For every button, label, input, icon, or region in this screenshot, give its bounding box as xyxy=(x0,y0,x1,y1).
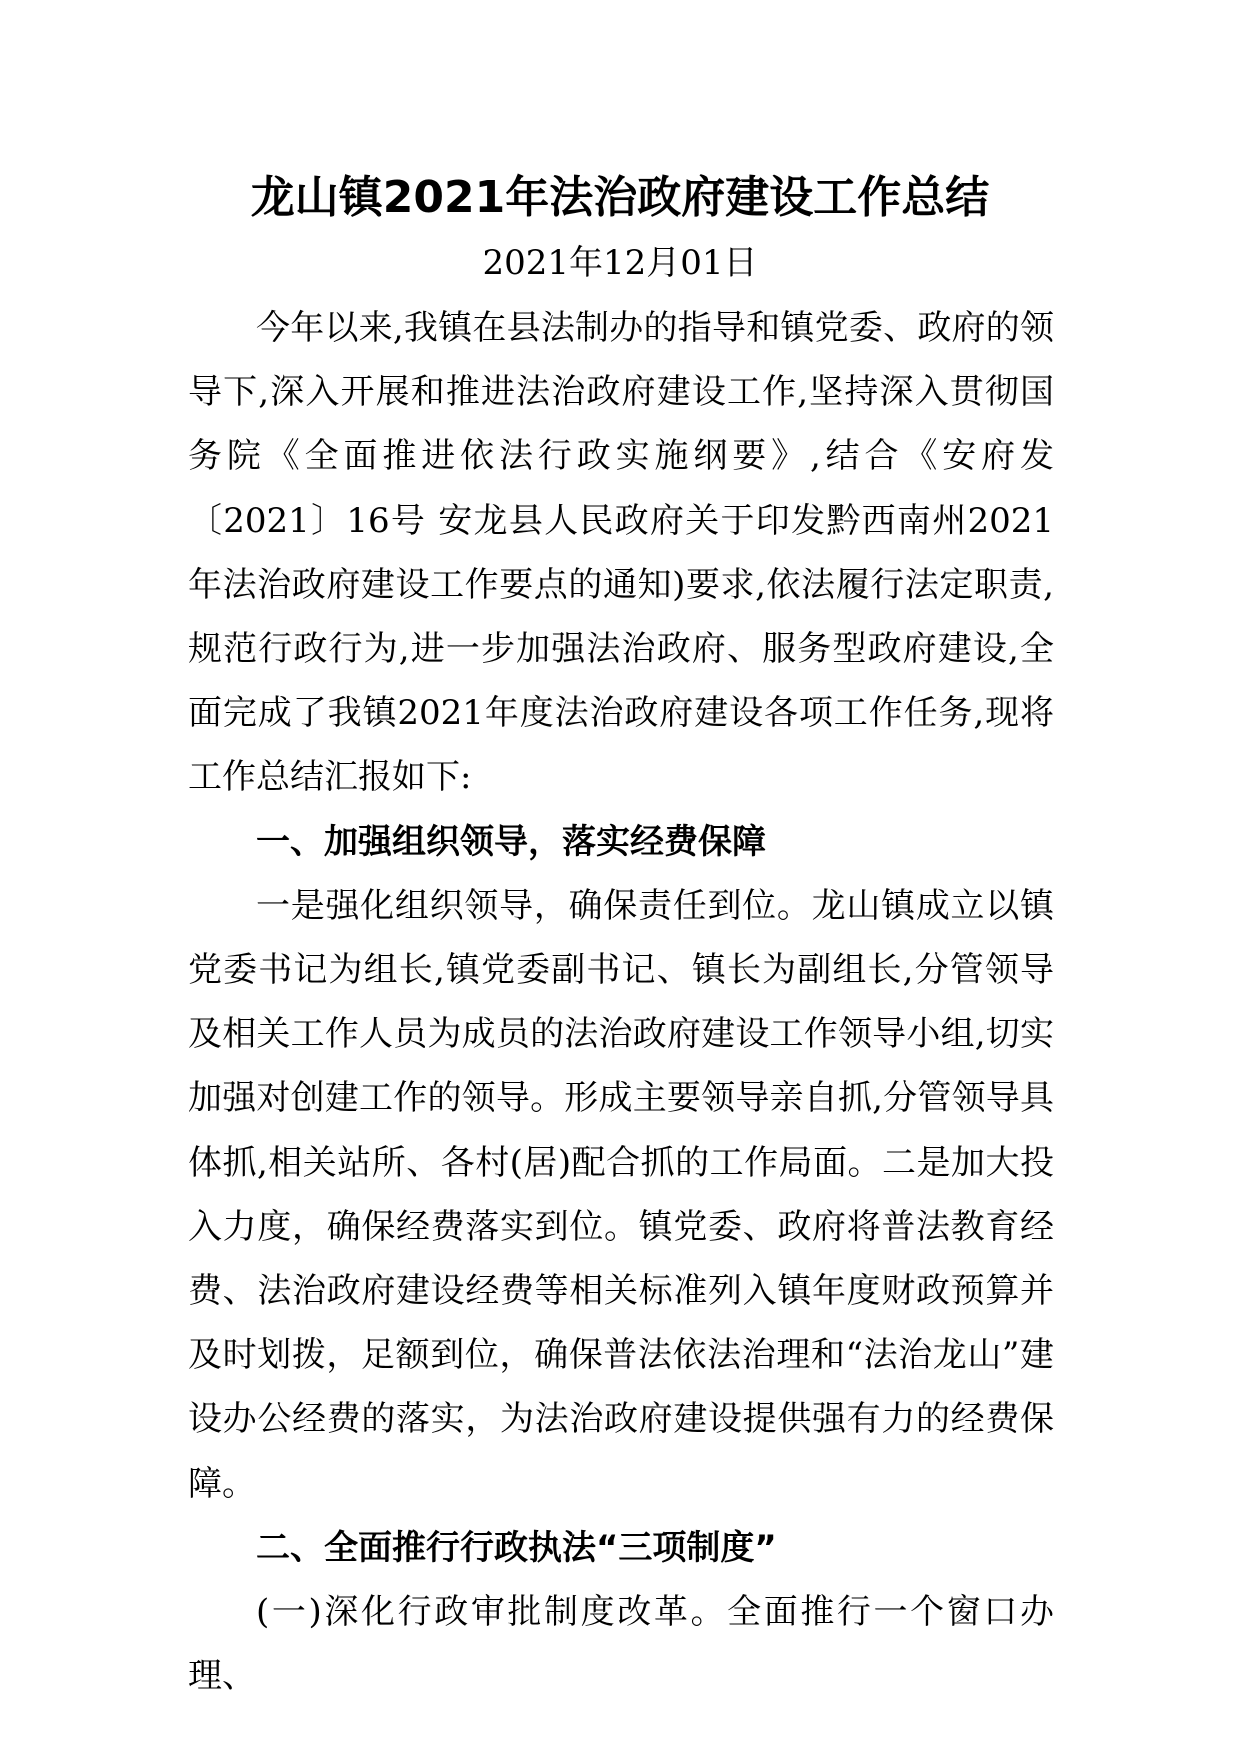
document-body xyxy=(188,296,1054,1708)
section-2-paragraph: (一)深化行政审批制度改革。全面推行一个窗口办理、 xyxy=(188,1592,1054,1697)
document-date: 2021年12月01日 xyxy=(482,243,758,283)
document-title: 龙山镇2021年法治政府建设工作总结 xyxy=(250,172,990,223)
intro-paragraph: 今年以来,我镇在县法制办的指导和镇党委、政府的领导下,深入开展和推进法治政府建设工作,坚持深入贯彻国务院《全面推进依法行政实施纲要》,结合《安府发〔2021〕16号 安龙县人民政府关于印发黔西南州2021年法治政府建设工作要点的通知)要求,依法履行法定职责,规范行政行为,进一步加强法治政府、服务型政府建设,全面完成了我镇2021年度法治政府建设各项工作任务,现将工作总结汇报如下: xyxy=(188,308,1054,798)
section-heading-1: 一、加强组织领导，落实经费保障 xyxy=(256,821,766,862)
section-heading-2: 二、全面推行行政执法“三项制度” xyxy=(256,1527,777,1568)
section-1-paragraph: 一是强化组织领导，确保责任到位。龙山镇成立以镇党委书记为组长,镇党委副书记、镇长为副组长,分管领导及相关工作人员为成员的法治政府建设工作领导小组,切实加强对创建工作的领导。形成主要领导亲自抓,分管领导具体抓,相关站所、各村(居)配合抓的工作局面。二是加大投入力度，确保经费落实到位。镇党委、政府将普法教育经费、法治政府建设经费等相关标准列入镇年度财政预算并及时划拨，足额到位，确保普法依法治理和“法治龙山”建设办公经费的落实，为法治政府建设提供强有力的经费保障。 xyxy=(188,885,1054,1504)
